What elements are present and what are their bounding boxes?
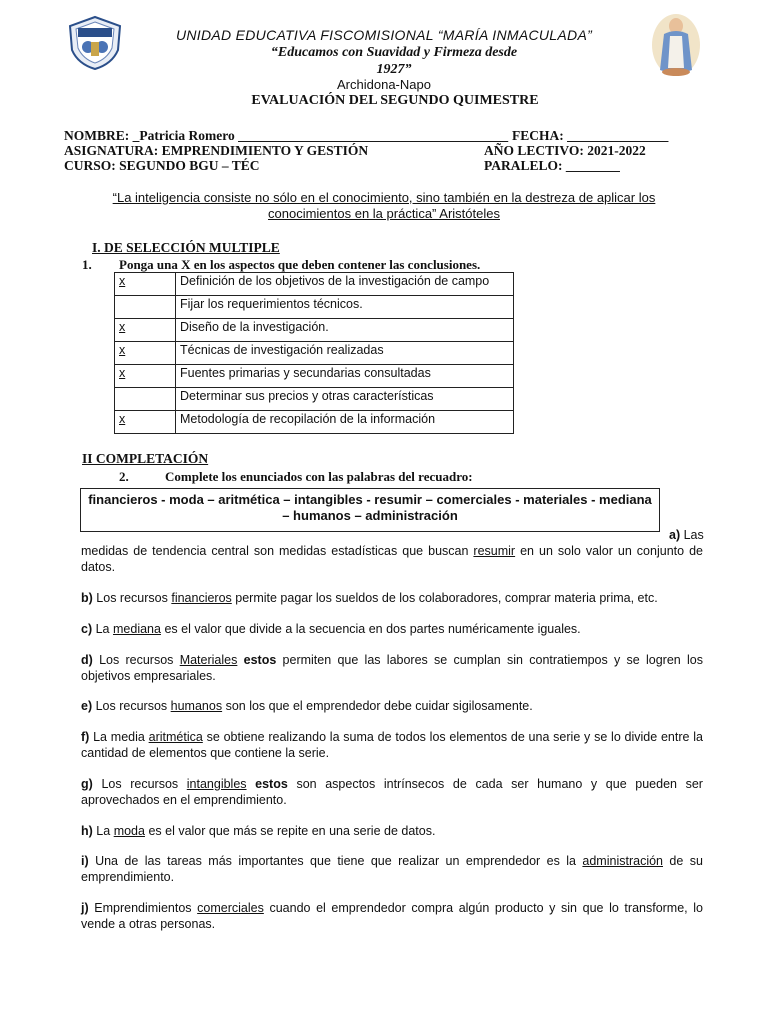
subject-line: ASIGNATURA: EMPRENDIMIENTO Y GESTIÓN: [64, 143, 369, 158]
x-mark[interactable]: x: [115, 342, 176, 365]
option-text: Fuentes primarias y secundarias consultadas: [176, 365, 514, 388]
answer-word: financieros: [171, 591, 232, 605]
item-i: i) Una de las tareas más importantes que tiene que realizar un emprendedor es la administración de su emprendimiento.: [81, 854, 703, 884]
table-row: [115, 319, 514, 342]
school-location: Archidona-Napo: [337, 77, 431, 92]
x-mark[interactable]: [115, 388, 176, 411]
table-row: [115, 342, 514, 365]
answer-word: resumir: [473, 544, 516, 558]
option-text: Fijar los requerimientos técnicos.: [176, 296, 514, 319]
aristotle-quote: “La inteligencia consiste no sólo en el conocimiento, sino también en la destreza de aplicar los conocimientos en la práctica” Aristóteles: [112, 190, 656, 221]
item-d: d) Los recursos Materiales estos permiten que las labores se cumplan sin contratiempos y se logren los objetivos empresariales.: [81, 653, 703, 683]
item-c: c) La mediana es el valor que divide a la secuencia en dos partes numéricamente iguales.: [81, 622, 581, 636]
exam-title: EVALUACIÓN DEL SEGUNDO QUIMESTRE: [251, 93, 539, 108]
student-name-line: NOMBRE: _Patricia Romero ________________________________________: [64, 128, 509, 143]
table-row: [115, 411, 514, 434]
section-1-title: I. DE SELECCIÓN MULTIPLE: [92, 240, 280, 255]
question-1-number: 1.: [82, 257, 92, 272]
option-text: Metodología de recopilación de la información: [176, 411, 514, 434]
x-mark[interactable]: [115, 296, 176, 319]
option-text: Determinar sus precios y otras características: [176, 388, 514, 411]
answer-word: Materiales: [179, 653, 238, 667]
answer-word: aritmética: [148, 730, 203, 744]
x-mark[interactable]: x: [115, 319, 176, 342]
table-row: [115, 365, 514, 388]
school-year-line: AÑO LECTIVO: 2021-2022: [484, 143, 646, 158]
option-text: Diseño de la investigación.: [176, 319, 514, 342]
answer-word: administración: [582, 854, 663, 868]
item-e: e) Los recursos humanos son los que el emprendedor debe cuidar sigilosamente.: [81, 699, 533, 713]
x-mark[interactable]: x: [115, 365, 176, 388]
answer-word: intangibles: [186, 777, 247, 791]
option-text: Técnicas de investigación realizadas: [176, 342, 514, 365]
answer-word: moda: [113, 824, 145, 838]
table-row: [115, 388, 514, 411]
item-h: h) La moda es el valor que más se repite en una serie de datos.: [81, 824, 436, 838]
x-mark[interactable]: x: [115, 411, 176, 434]
item-f: f) La media aritmética se obtiene realizando la suma de todos los elementos de una serie y se lo divide entre la cantidad de elementos que contiene la serie.: [81, 730, 703, 760]
course-line: CURSO: SEGUNDO BGU – TÉC: [64, 158, 260, 173]
item-a: medidas de tendencia central son medidas estadísticas que buscan resumir en un solo valor un conjunto de datos.: [81, 544, 703, 574]
question-1-text: Ponga una X en los aspectos que deben contener las conclusiones.: [119, 257, 481, 272]
item-a-label: a) Las: [669, 528, 704, 542]
section-2-title: II COMPLETACIÓN: [82, 451, 209, 466]
x-mark[interactable]: x: [115, 273, 176, 296]
school-name: UNIDAD EDUCATIVA FISCOMISIONAL “MARÍA INMACULADA”: [175, 27, 593, 43]
word-bank-box: financieros - moda – aritmética – intangibles - resumir – comerciales - materiales - mediana – humanos – administración: [80, 488, 660, 532]
table-row: [115, 296, 514, 319]
date-line: FECHA: _______________: [512, 128, 669, 143]
item-g: g) Los recursos intangibles estos son aspectos intrínsecos de cada ser humano y que pueden ser aprovechados en el emprendimiento.: [81, 777, 703, 807]
item-b: b) Los recursos financieros permite pagar los sueldos de los colaboradores, comprar materia prima, etc.: [81, 591, 658, 605]
option-text: Definición de los objetivos de la investigación de campo: [176, 273, 514, 296]
parallel-line: PARALELO: ________: [484, 158, 620, 173]
question-2-text: Complete los enunciados con las palabras del recuadro:: [165, 469, 473, 484]
question-2-number: 2.: [119, 469, 129, 484]
table-row: [115, 273, 514, 296]
answer-word: mediana: [113, 622, 161, 636]
answer-word: comerciales: [197, 901, 264, 915]
answer-word: humanos: [170, 699, 223, 713]
item-j: j) Emprendimientos comerciales cuando el emprendedor compra algún producto y sin que lo transforme, lo vende a otras personas.: [81, 901, 703, 931]
school-motto: “Educamos con Suavidad y Firmeza desde 1927”: [270, 45, 518, 77]
options-table: [114, 272, 514, 434]
